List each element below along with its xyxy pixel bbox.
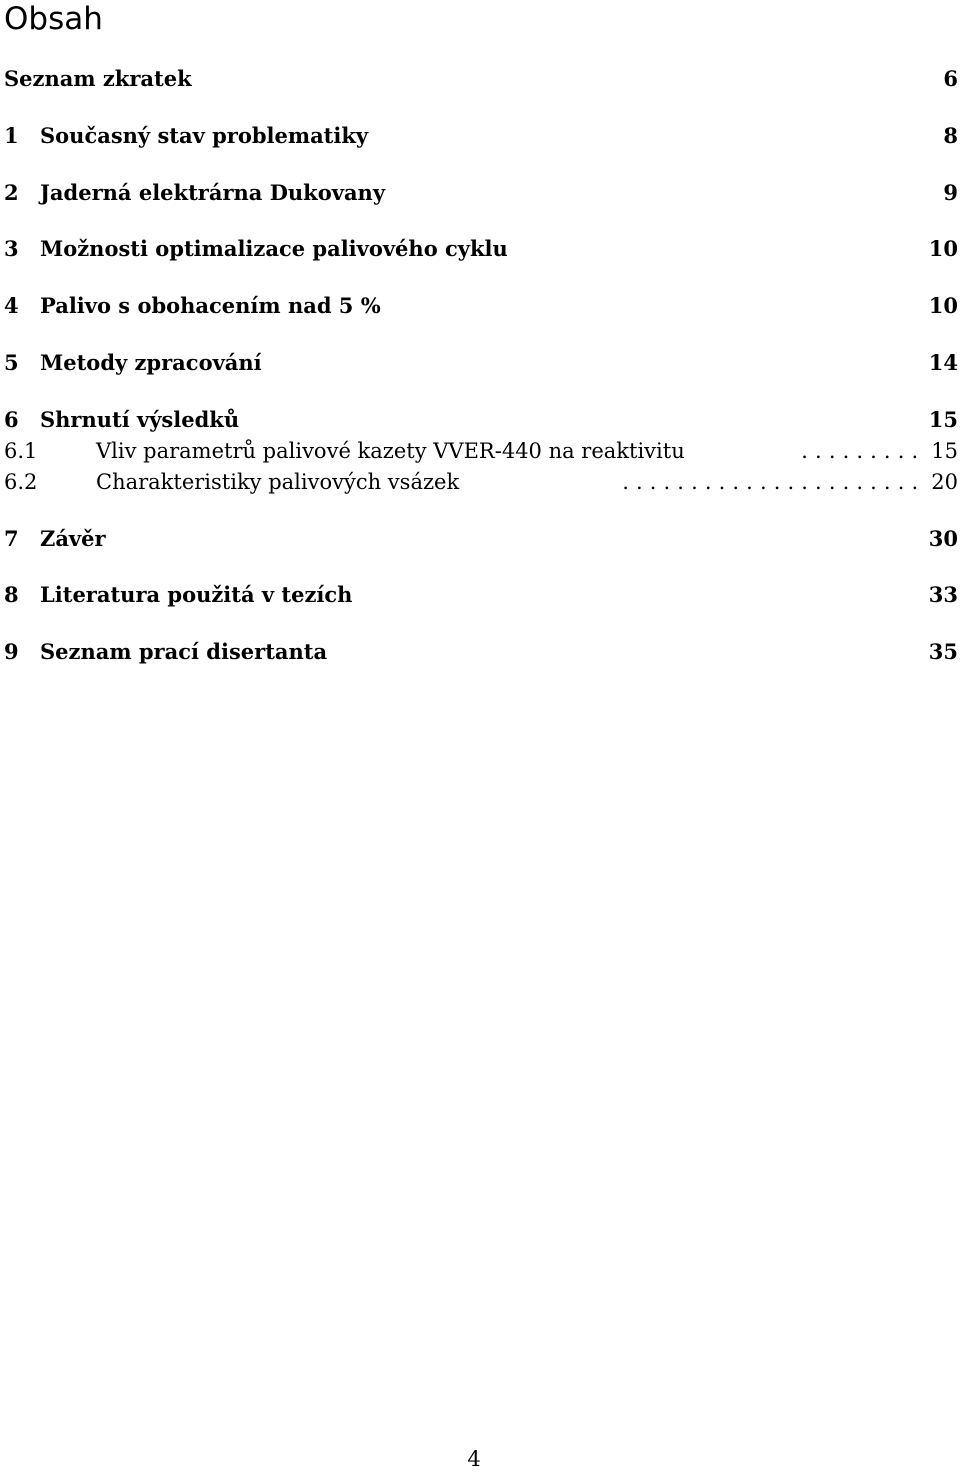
toc-entry-chapter-2[interactable] xyxy=(4,178,958,208)
toc-entry-label: Shrnutí výsledků xyxy=(40,407,240,432)
toc-entry-section-6-2[interactable] xyxy=(4,467,958,497)
toc-entry-page: 10 xyxy=(928,236,958,261)
toc-entry-label: Charakteristiky palivových vsázek xyxy=(96,470,460,494)
toc-entry-number: 8 xyxy=(4,582,19,607)
toc-entry-label: Seznam prací disertanta xyxy=(40,639,328,664)
toc-entry-page: 10 xyxy=(928,293,958,318)
toc-entry-number: 6.1 xyxy=(4,439,38,463)
toc-entry-chapter-1[interactable] xyxy=(4,121,958,151)
toc-entry-label: Seznam zkratek xyxy=(4,66,192,91)
toc-entry-chapter-6[interactable] xyxy=(4,405,958,435)
toc-entry-chapter-5[interactable] xyxy=(4,348,958,378)
toc-entry-page: 15 xyxy=(931,439,958,463)
toc-entry-section-6-1[interactable] xyxy=(4,436,958,466)
toc-entry-page: 9 xyxy=(943,180,958,205)
page-title: Obsah xyxy=(4,1,103,37)
toc-entry-page: 35 xyxy=(928,639,958,664)
toc-entry-number: 7 xyxy=(4,526,19,551)
toc-entry-chapter-9[interactable] xyxy=(4,637,958,667)
toc-entry-number: 9 xyxy=(4,639,19,664)
toc-entry-label: Vliv parametrů palivové kazety VVER-440 na reaktivitu xyxy=(96,439,685,463)
toc-entry-label: Jaderná elektrárna Dukovany xyxy=(40,180,386,205)
toc-entry-page: 15 xyxy=(928,407,958,432)
toc-entry-page: 33 xyxy=(928,582,958,607)
toc-entry-number: 4 xyxy=(4,293,19,318)
toc-entry-label: Současný stav problematiky xyxy=(40,123,369,148)
toc-entry-page: 30 xyxy=(928,526,958,551)
toc-entry-chapter-7[interactable] xyxy=(4,524,958,554)
toc-entry-number: 3 xyxy=(4,236,19,261)
toc-entry-chapter-3[interactable] xyxy=(4,234,958,264)
toc-entry-chapter-8[interactable] xyxy=(4,580,958,610)
toc-entry-label: Metody zpracování xyxy=(40,350,262,375)
toc-entry-page: 14 xyxy=(928,350,958,375)
toc-entry-number: 5 xyxy=(4,350,19,375)
page-number: 4 xyxy=(467,1447,481,1471)
dot-leader: ...................... xyxy=(622,470,926,494)
dot-leader: ......... xyxy=(801,439,926,463)
toc-entry-number: 6.2 xyxy=(4,470,38,494)
toc-entry-number: 1 xyxy=(4,123,19,148)
toc-entry-label: Literatura použitá v tezích xyxy=(40,582,353,607)
toc-entry-label: Možnosti optimalizace palivového cyklu xyxy=(40,236,508,261)
toc-entry-page: 8 xyxy=(943,123,958,148)
toc-entry-page: 20 xyxy=(931,470,958,494)
toc-entry-chapter-4[interactable] xyxy=(4,291,958,321)
toc-entry-seznam-zkratek[interactable] xyxy=(4,64,958,94)
toc-entry-page: 6 xyxy=(943,66,958,91)
toc-entry-label: Závěr xyxy=(40,526,106,551)
toc-entry-number: 6 xyxy=(4,407,19,432)
toc-entry-label: Palivo s obohacením nad 5 % xyxy=(40,293,381,318)
toc-entry-number: 2 xyxy=(4,180,19,205)
